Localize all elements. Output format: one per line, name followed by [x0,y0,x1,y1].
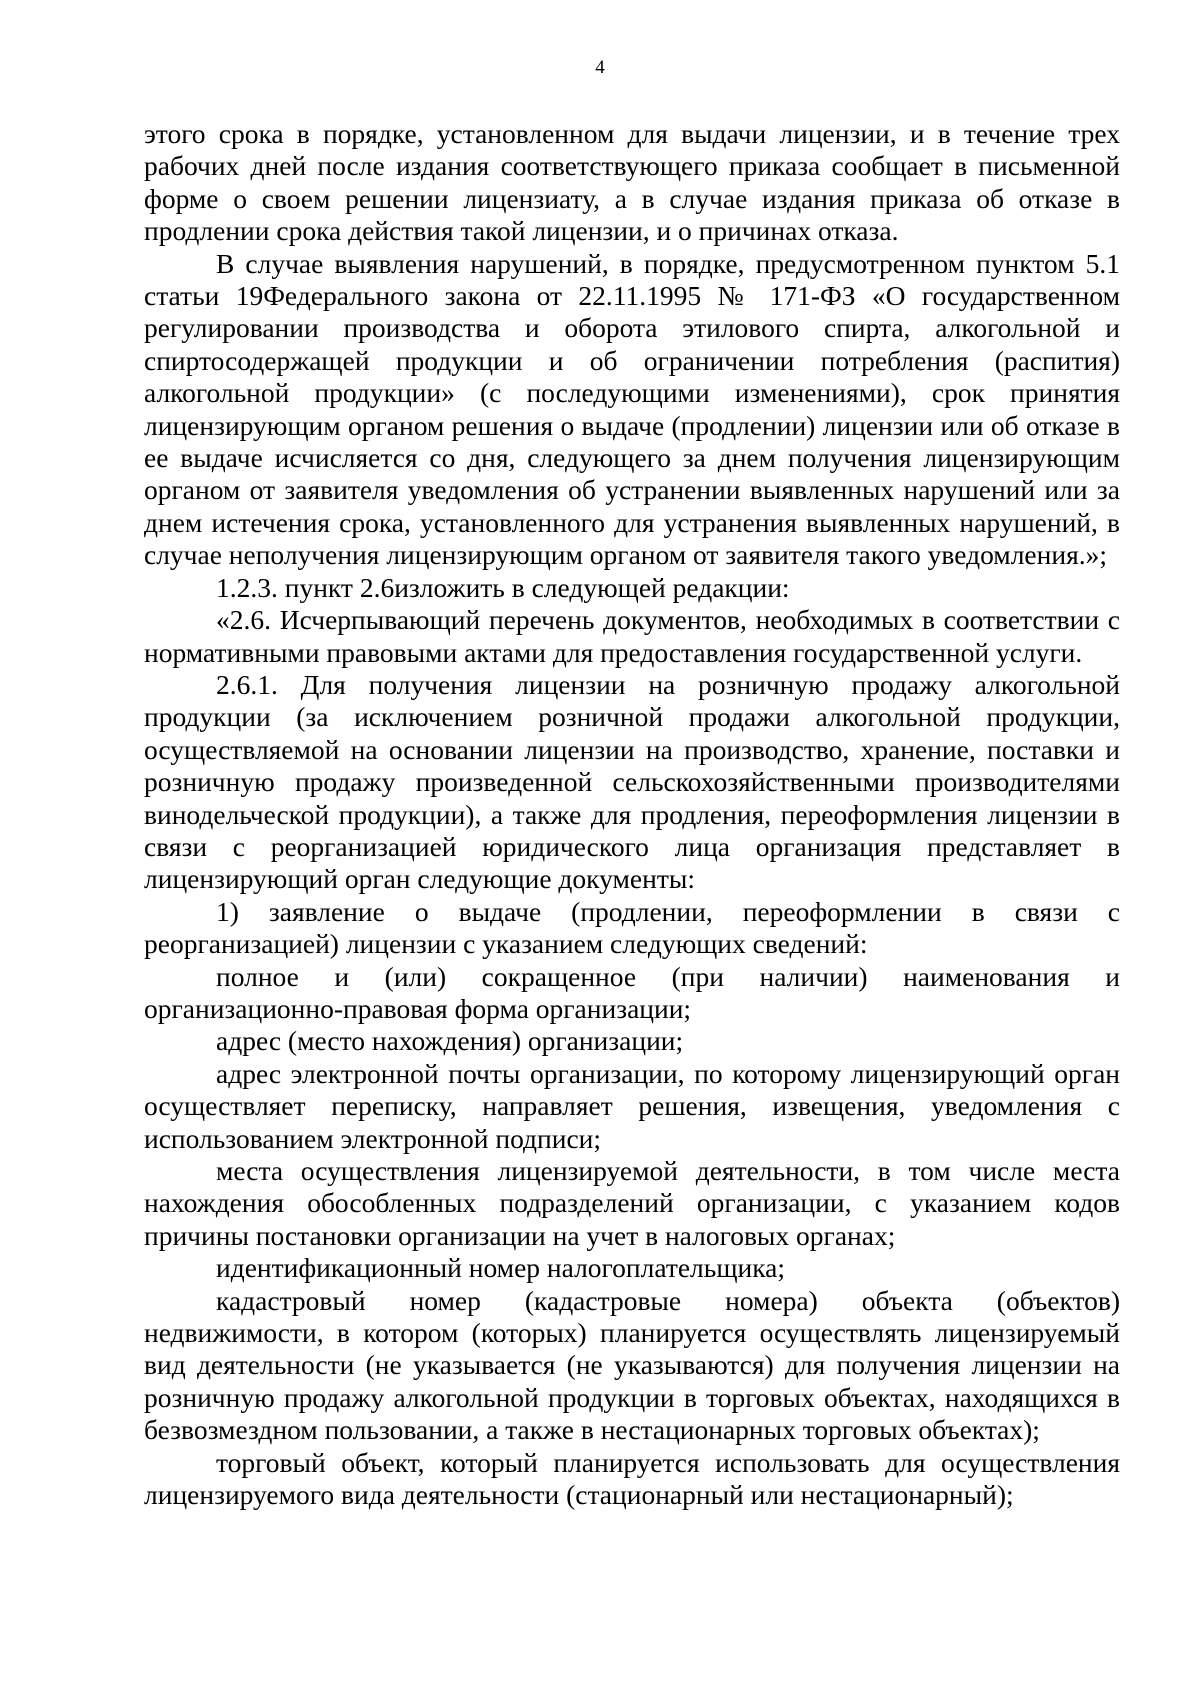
paragraph-name-form: полное и (или) сокращенное (при наличии) наименования и организационно-правовая форма организации; [144,960,1120,1024]
document-body [144,118,1120,1511]
paragraph-item-1-2-3: 1.2.3. пункт 2.6изложить в следующей редакции: [216,571,790,603]
paragraph-item-2-6: «2.6. Исчерпывающий перечень документов, необходимых в соответствии с нормативными правовыми актами для предоставления государственной услуги. [144,604,1120,668]
paragraph-violations: В случае выявления нарушений, в порядке, предусмотренном пунктом 5.1 статьи 19Федерального закона от 22.11.1995 № 171-ФЗ «О государственном регулировании производства и оборота этилового спирта, алкогольной и спиртосодержащей продукции и об ограничении потребления (распития) алкогольной продукции» (с последующими изменениями), срок принятия лицензирующим органом решения о выдаче (продлении) лицензии или об отказе в ее выдаче исчисляется со дня, следующего за днем получения лицензирующим органом от заявителя уведомления об устранении выявленных нарушений или за днем истечения срока, установленного для устранения выявленных нарушений, в случае неполучения лицензирующим органом от заявителя такого уведомления.»; [144,247,1120,571]
page-number: 4 [595,57,605,78]
paragraph-inn: идентификационный номер налогоплательщика; [216,1252,786,1284]
paragraph-application: 1) заявление о выдаче (продлении, переоформлении в связи с реорганизацией) лицензии с указанием следующих сведений: [144,895,1120,960]
paragraph-continuation: этого срока в порядке, установленном для выдачи лицензии, и в течение трех рабочих дней после издания соответствующего приказа сообщает в письменной форме о своем решении лицензиату, а в случае издания приказа об отказе в продлении срока действия такой лицензии, и о причинах отказа. [144,118,1120,247]
paragraph-trade-object: торговый объект, который планируется использовать для осуществления лицензируемого вида деятельности (стационарный или нестационарный); [144,1446,1120,1511]
paragraph-item-2-6-1: 2.6.1. Для получения лицензии на розничную продажу алкогольной продукции (за исключением розничной продажи алкогольной продукции, осуществляемой на основании лицензии на производство, хранение, поставки и розничную продажу произведенной сельскохозяйственными производителями винодельческой продукции), а также для продления, переоформления лицензии в связи с реорганизацией юридического лица организация представляет в лицензирующий орган следующие документы: [144,668,1120,895]
paragraph-email: адрес электронной почты организации, по которому лицензирующий орган осуществляет переписку, направляет решения, извещения, уведомления с использованием электронной подписи; [144,1057,1120,1154]
paragraph-address: адрес (место нахождения) организации; [216,1025,684,1057]
paragraph-cadastral: кадастровый номер (кадастровые номера) объекта (объектов) недвижимости, в котором (которых) планируется осуществлять лицензируемый вид деятельности (не указывается (не указываются) для получения лицензии на розничную продажу алкогольной продукции в торговых объектах, находящихся в безвозмездном пользовании, а также в нестационарных торговых объектах); [144,1284,1120,1446]
paragraph-places: места осуществления лицензируемой деятельности, в том числе места нахождения обособленных подразделений организации, с указанием кодов причины постановки организации на учет в налоговых органах; [144,1155,1120,1251]
